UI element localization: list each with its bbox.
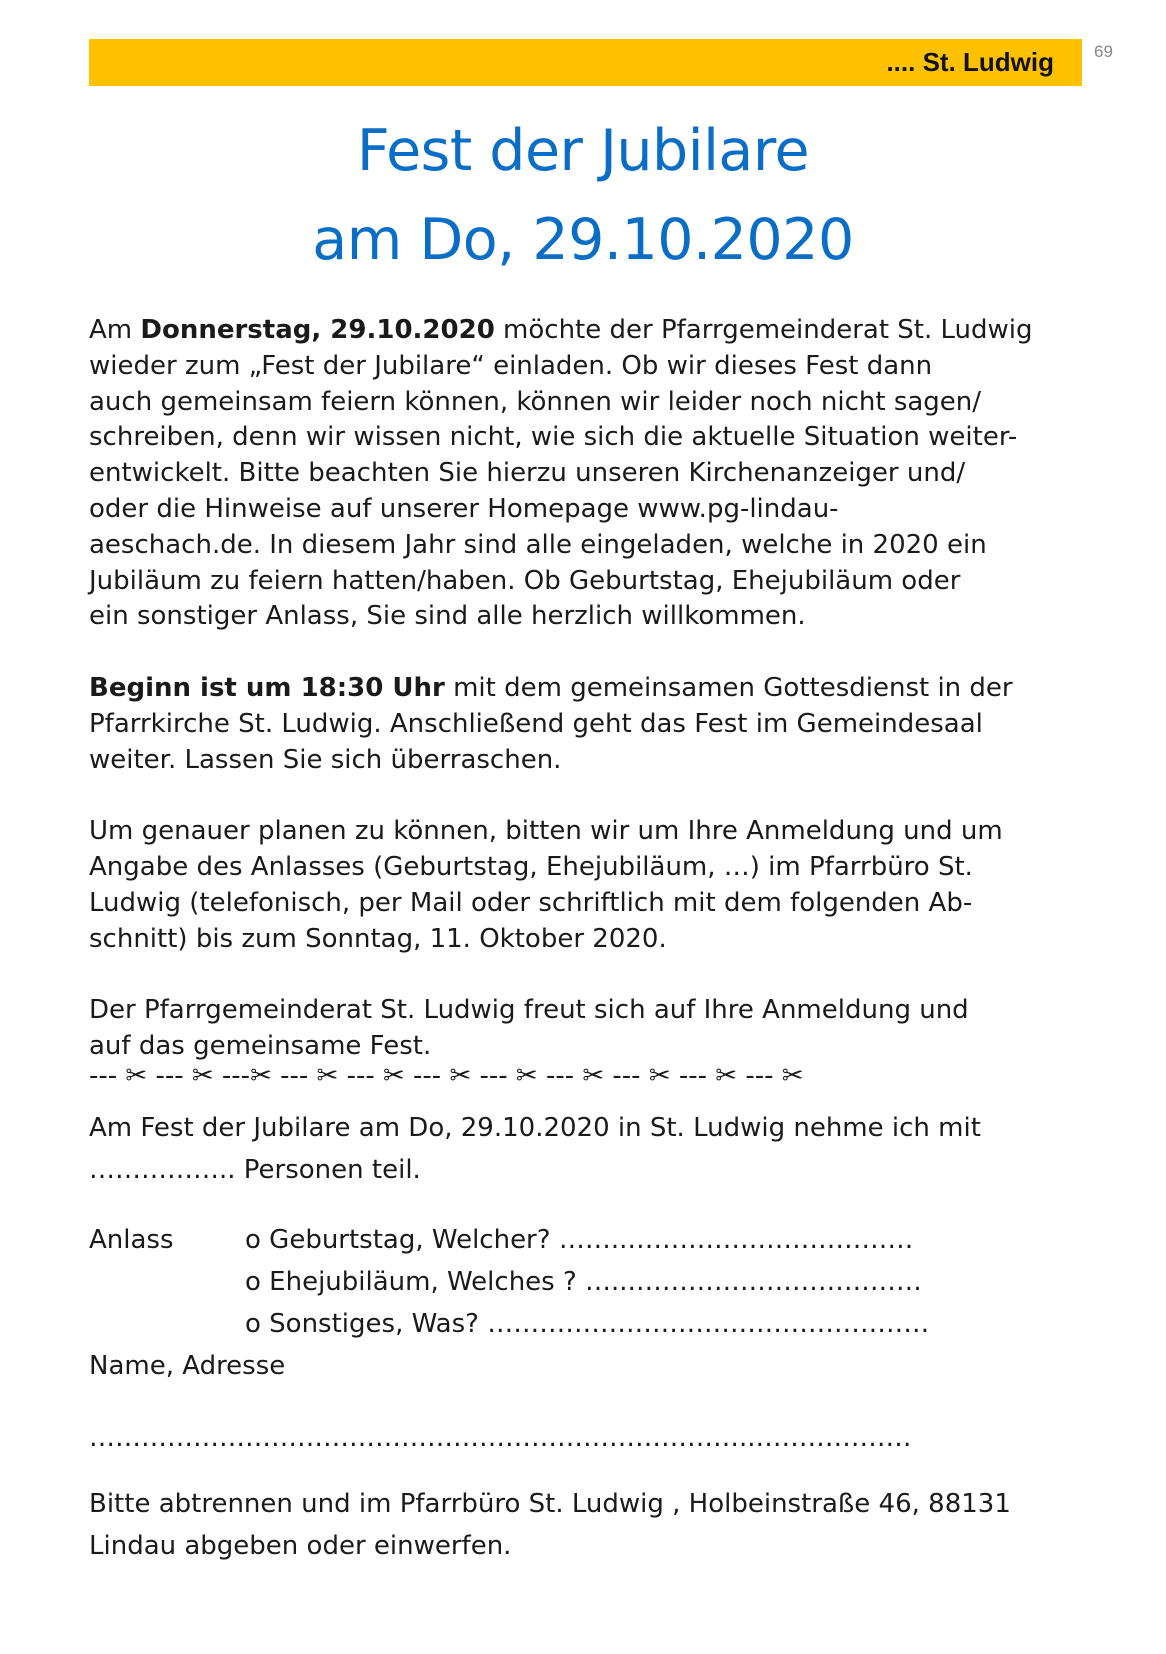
article-body [89,313,1089,1065]
text-line: weiter. Lassen Sie sich überraschen. [89,744,562,775]
cut-line-scissors-icon: --- ✂ --- ✂ ---✂ --- ✂ --- ✂ --- ✂ --- ✂ --- ✂ --- ✂ --- ✂ --- ✂ [89,1061,804,1091]
name-address-blank: …………………………………………………………………..……………… [89,1423,912,1453]
attend-line-1: Am Fest der Jubilare am Do, 29.10.2020 in St. Ludwig nehme ich mit [89,1113,981,1143]
form-footer [89,1483,1089,1567]
text-line: ein sonstiger Anlass, Sie sind alle herzlich willkommen. [89,601,806,632]
paragraph-closing [89,993,1089,1065]
occasion-option-birthday [89,1219,1089,1261]
paragraph-registration [89,814,1089,957]
footer-line: Bitte abtrennen und im Pfarrbüro St. Ludwig , Holbeinstraße 46, 88131 [89,1489,1011,1519]
text-line: aeschach.de. In diesem Jahr sind alle eingeladen, welche in 2020 ein [89,529,987,560]
text-line: Beginn ist um 18:30 Uhr mit dem gemeinsamen Gottesdienst in der [89,672,1013,703]
registration-form [89,1107,1089,1567]
text-line: Um genauer planen zu können, bitten wir um Ihre Anmeldung und um [89,816,1003,847]
page-title-line-1: Fest der Jubilare [356,118,810,184]
start-time-emphasis: Beginn ist um 18:30 Uhr [89,672,445,703]
occasion-option-anniversary [89,1261,1089,1303]
page-title-line-2: am Do, 29.10.2020 [312,207,854,273]
paragraph-invitation [89,313,1089,635]
text-line: Pfarrkirche St. Ludwig. Anschließend geht das Fest im Gemeindesaal [89,708,983,739]
text-line: entwickelt. Bitte beachten Sie hierzu unseren Kirchenanzeiger und/ [89,458,966,489]
text-line: schnitt) bis zum Sonntag, 11. Oktober 2020. [89,923,667,954]
text-line: auf das gemeinsame Fest. [89,1030,432,1061]
attend-line-2: …………….. Personen teil. [89,1155,421,1185]
text-line: Angabe des Anlasses (Geburtstag, Ehejubiläum, …) im Pfarrbüro St. [89,851,973,882]
text-line: oder die Hinweise auf unserer Homepage www.pg-lindau- [89,493,839,524]
footer-line: Lindau abgeben oder einwerfen. [89,1531,512,1561]
text-line: auch gemeinsam feiern können, können wir leider noch nicht sagen/ [89,386,982,417]
occasion-option-other [89,1303,1089,1345]
text-line: Ludwig (telefonisch, per Mail oder schriftlich mit dem folgenden Ab- [89,887,973,918]
option-text: o Ehejubiläum, Welches ? …...…………………………… [245,1267,922,1297]
event-date-emphasis: Donnerstag, 29.10.2020 [140,315,495,345]
page-number: 69 [1094,42,1113,61]
name-address-label: Name, Adresse [89,1351,286,1381]
paragraph-schedule [89,671,1089,778]
section-header-bar [89,39,1082,86]
option-text: o Sonstiges, Was? …………………………………………… [245,1309,930,1339]
section-label: .... St. Ludwig [886,47,1054,77]
text-line: schreiben, denn wir wissen nicht, wie sich die aktuelle Situation weiter- [89,422,1018,453]
text-line: Jubiläum zu feiern hatten/haben. Ob Geburtstag, Ehejubiläum oder [89,565,961,596]
text-line: Am Donnerstag, 29.10.2020 möchte der Pfarrgemeinderat St. Ludwig [89,315,1033,345]
text-line: wieder zum „Fest der Jubilare“ einladen. Ob wir dieses Fest dann [89,350,933,381]
occasion-label: Anlass [89,1225,174,1255]
text-line: Der Pfarrgemeinderat St. Ludwig freut sich auf Ihre Anmeldung und [89,995,969,1026]
option-text: o Geburtstag, Welcher? ……..…………………………… [245,1225,914,1255]
